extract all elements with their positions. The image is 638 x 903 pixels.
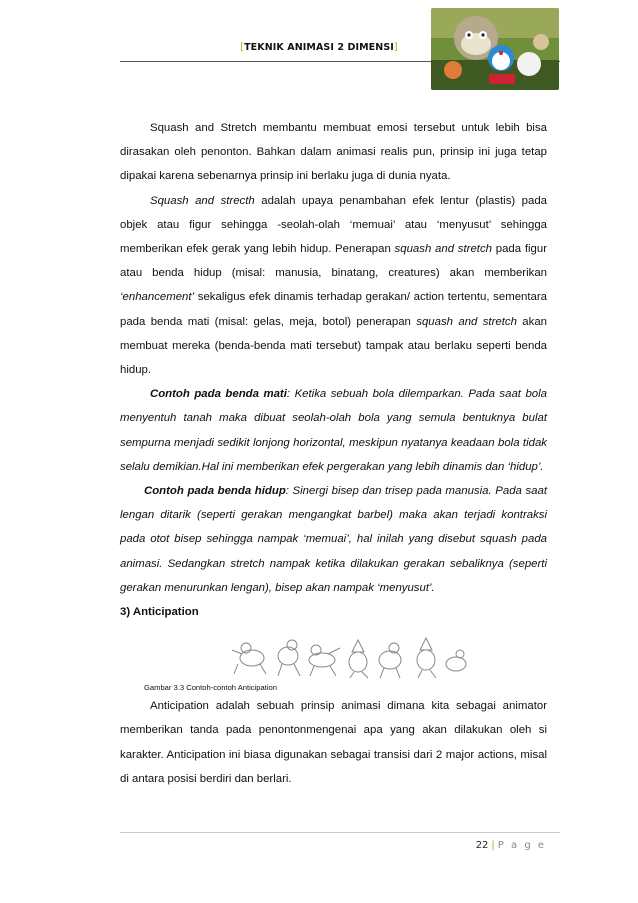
document-title: TEKNIK ANIMASI 2 DIMENSI [244, 42, 394, 53]
header-cartoon-image [431, 8, 559, 90]
page-footer: 22 | P a g e [475, 840, 546, 851]
paragraph-anticipation: Anticipation adalah sebuah prinsip animasi dimana kita sebagai animator memberikan tanda pada penontonmengenai apa yang akan dilakukan oleh si karakter. Anticipation ini biasa digunakan sebagai transisi dari 2 major actions, misal di antara posisi berdiri dan berlari. [120, 700, 547, 785]
figure-caption: Gambar 3.3 Contoh-contoh Anticipation [144, 683, 277, 693]
paragraph-squash-intro: Squash and Stretch membantu membuat emosi tersebut untuk lebih bisa dirasakan oleh penonton. Bahkan dalam animasi realis pun, prinsip ini juga tetap dipakai karena sebenarnya prinsip ini berlaku juga di dunia nyata. [120, 122, 547, 183]
paragraph-squash-definition: Squash and strecth adalah upaya penambahan efek lentur (plastis) pada objek atau figur sehingga -seolah-olah ‘memuai’ atau ‘menyusut’ sehingga memberikan efek gerak yang lebih hidup. Penerapan squash and stretch pada figur atau benda hidup (misal: manusia, binatang, creatures) akan memberikan ‘enhancement’ sekaligus efek dinamis terhadap gerakan/ action tertentu, sementara pada benda mati (misal: gelas, meja, botol) penerapan squash and stretch akan membuat mereka (benda-benda mati tersebut) tampak atau berlaku seperti benda hidup. [120, 194, 548, 377]
paragraph-example-animate: Contoh pada benda hidup: Sinergi bisep dan trisep pada manusia. Pada saat lengan ditarik (seperti gerakan mengangkat barbel) maka akan terjadi kontraksi pada otot bisep sehingga nampak ‘memuai’, hal inilah yang disebut squash pada animasi. Sedangkan stretch nampak ketika dilakukan gerakan sebaliknya (seperti gerakan menurunkan lengan), bisep akan nampak ‘menyusut’. [120, 485, 547, 594]
footer-divider [120, 832, 560, 833]
section-heading-anticipation: 3) Anticipation [120, 606, 199, 619]
header-title: [TEKNIK ANIMASI 2 DIMENSI] [240, 42, 398, 53]
body-text [120, 116, 547, 791]
page-label: P a g e [497, 840, 546, 851]
page-number: 22 [475, 840, 489, 851]
anticipation-sketch-image [230, 634, 470, 680]
anticipation-figure [120, 624, 547, 682]
paragraph-example-inanimate: Contoh pada benda mati: Ketika sebuah bola dilemparkan. Pada saat bola menyentuh tanah maka dibuat seolah-olah bola yang semula bentuknya bulat sempurna menjadi sedikit lonjong horizontal, meskipun nyatanya keadaan bola tidak selalu demikian.Hal ini memberikan efek pergerakan yang lebih dinamis dan ‘hidup’. [120, 388, 547, 473]
